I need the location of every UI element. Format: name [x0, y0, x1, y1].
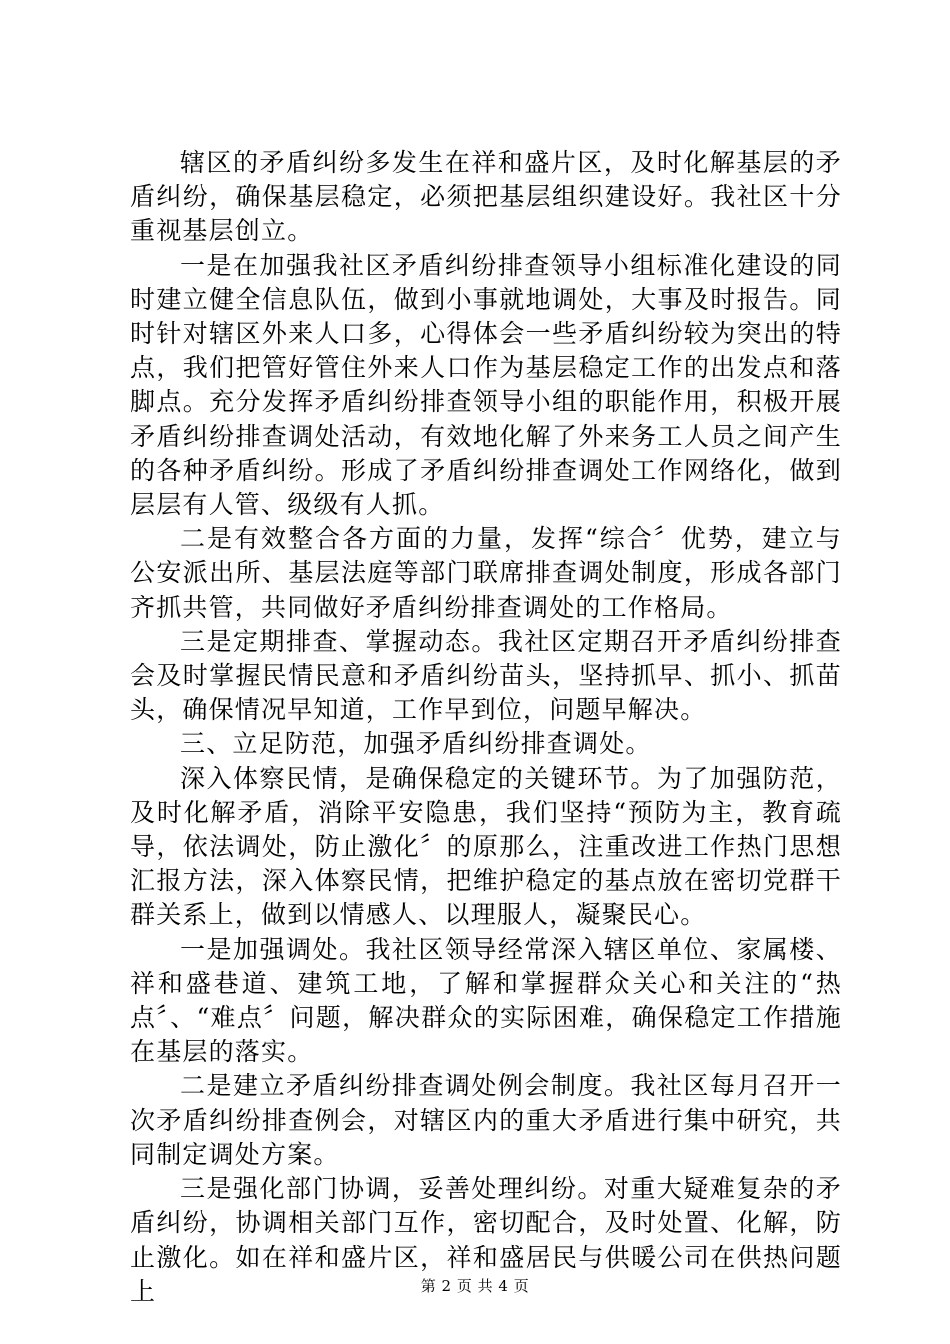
paragraph: 深入体察民情，是确保稳定的关键环节。为了加强防范，及时化解矛盾，消除平安隐患，我们坚持“预防为主，教育疏导，依法调处，防止激化〞的原那么，注重改进工作热门思想汇报方法，深入体察民情，把维护稳定的基点放在密切党群干群关系上，做到以情感人、以理服人，凝聚民心。 [130, 763, 842, 930]
paragraph: 二是建立矛盾纠纷排查调处例会制度。我社区每月召开一次矛盾纠纷排查例会，对辖区内的重大矛盾进行集中研究，共同制定调处方案。 [130, 1071, 842, 1169]
paragraph: 一是加强调处。我社区领导经常深入辖区单位、家属楼、祥和盛巷道、建筑工地，了解和掌握群众关心和关注的“热点〞、“难点〞问题，解决群众的实际困难，确保稳定工作措施在基层的落实。 [130, 934, 842, 1067]
paragraph: 三是定期排查、掌握动态。我社区定期召开矛盾纠纷排查会及时掌握民情民意和矛盾纠纷苗头，坚持抓早、抓小、抓苗头，确保情况早知道，工作早到位，问题早解决。 [130, 626, 842, 725]
paragraph: 辖区的矛盾纠纷多发生在祥和盛片区，及时化解基层的矛盾纠纷，确保基层稳定，必须把基层组织建设好。我社区十分重视基层创立。 [130, 148, 842, 246]
section-heading: 三、立足防范，加强矛盾纠纷排查调处。 [180, 729, 652, 759]
paragraph: 三是强化部门协调，妥善处理纠纷。对重大疑难复杂的矛盾纠纷，协调相关部门互作，密切配合，及时处置、化解，防止激化。如在祥和盛片区，祥和盛居民与供暖公司在供热问题上 [130, 1174, 842, 1306]
document-body [130, 146, 842, 1309]
paragraph: 一是在加强我社区矛盾纠纷排查领导小组标准化建设的同时建立健全信息队伍，做到小事就地调处，大事及时报告。同时针对辖区外来人口多，心得体会一些矛盾纠纷较为突出的特点，我们把管好管住外来人口作为基层稳定工作的出发点和落脚点。充分发挥矛盾纠纷排查领导小组的职能作用，积极开展矛盾纠纷排查调处活动，有效地化解了外来务工人员之间产生的各种矛盾纠纷。形成了矛盾纠纷排查调处工作网络化，做到层层有人管、级级有人抓。 [130, 250, 842, 520]
page-footer: 第 2 页 共 4 页 [420, 1277, 530, 1295]
paragraph: 二是有效整合各方面的力量，发挥“综合〞优势，建立与公安派出所、基层法庭等部门联席排查调处制度，形成各部门齐抓共管，共同做好矛盾纠纷排查调处的工作格局。 [130, 524, 842, 622]
